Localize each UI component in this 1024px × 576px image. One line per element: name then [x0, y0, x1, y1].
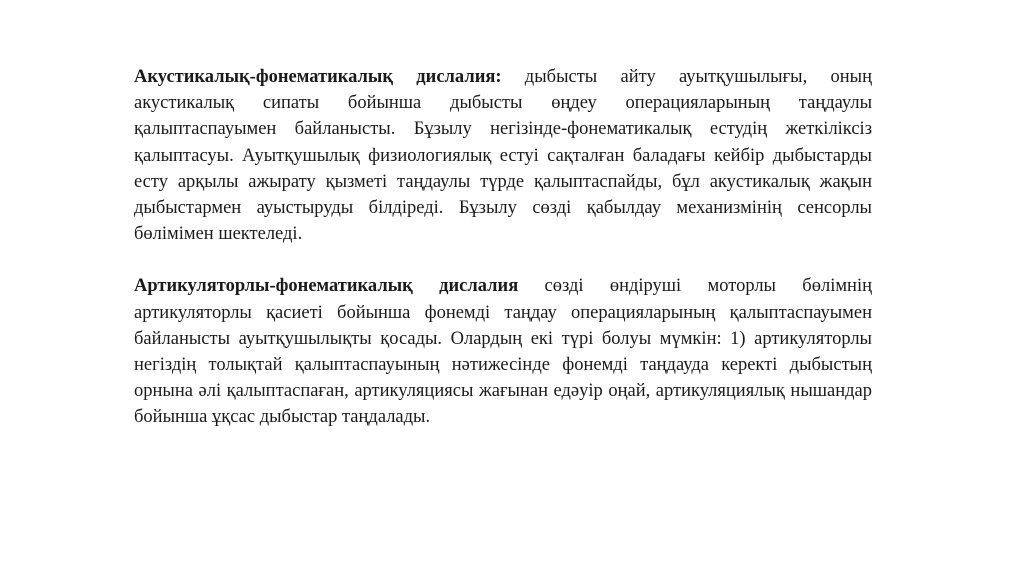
paragraph-text: дыбысты айту ауытқушылығы, оның акустикалық сипаты бойынша дыбысты өңдеу операцияларының таңдаулы қалыптаспауымен байланысты. Бұзылу негізінде-фонематикалық естудің жеткіліксіз қалыптасуы. Ауытқушылық физиологиялық естуі сақталған баладағы кейбір дыбыстарды есту арқылы ажырату қызметі таңдаулы түрде қалыптаспайды, бұл акустикалық жақын дыбыстармен ауыстыруды білдіреді. Бұзылу сөзді қабылдау механизмінің сенсорлы бөлімімен шектеледі.: [134, 67, 872, 245]
paragraph-articulatory-phonematic-dyslalia: [134, 273, 872, 430]
paragraph-acoustic-phonematic-dyslalia: [134, 64, 872, 247]
paragraph-term: Артикуляторлы-фонематикалық дислалия: [134, 276, 519, 297]
slide-text-body: [134, 64, 872, 431]
paragraph-term: Акустикалық-фонематикалық дислалия:: [134, 67, 502, 87]
paragraph-text: сөзді өндіруші моторлы бөлімнің артикуляторлы қасиеті бойынша фонемді таңдау операцияларының қалыптаспауымен байланысты ауытқушылықты қосады. Олардың екі түрі болуы мүмкін: 1) артикуляторлы негіздің толықтай қалыптаспауының нәтижесінде фонемді таңдауда керекті дыбыстың орнына әлі қалыптаспаған, артикуляциясы жағынан едәуір оңай, артикуляциялық нышандар бойынша ұқсас дыбыстар таңдалады.: [134, 276, 872, 428]
